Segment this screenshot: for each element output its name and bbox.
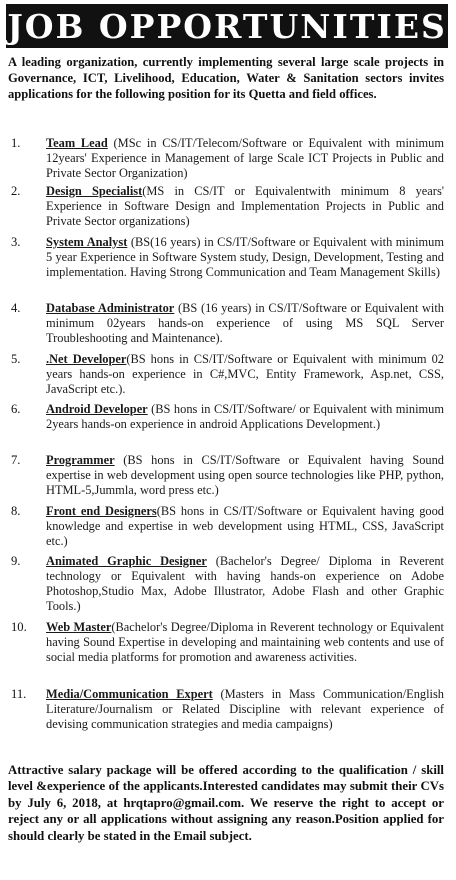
- job-number: 8.: [11, 504, 21, 518]
- job-number: 9.: [11, 554, 21, 568]
- job-text: [46, 687, 444, 732]
- job-number: 2.: [11, 184, 21, 198]
- job-text: [46, 184, 444, 229]
- job-text: [46, 620, 444, 665]
- job-description: (BS hons in CS/IT/Software or Equivalent having good knowledge and expertise in web development using HTML, CSS, JavaScript etc.): [46, 504, 445, 548]
- job-number: 3.: [11, 235, 21, 249]
- intro-paragraph: A leading organization, currently implementing several large scale projects in Governance, ICT, Livelihood, Education, Water & Sanitation sectors invites applications for the following position for its Quetta and field offices.: [8, 55, 444, 101]
- job-number: 5.: [11, 352, 21, 366]
- banner-title: JOB OPPORTUNITIES: [6, 4, 448, 48]
- job-number: 4.: [11, 301, 21, 315]
- job-title: Web Master: [46, 620, 112, 634]
- job-text: [46, 402, 444, 432]
- job-description: (BS hons in CS/IT/Software or Equivalent having Sound expertise in web development using open source technologies like PHP, python, HTML-5,Jummla, word press etc.): [46, 453, 444, 497]
- job-number: 11.: [11, 687, 27, 701]
- job-description: (MSc in CS/IT/Telecom/Software or Equivalent with minimum 12years' Experience in Management of large Scale ICT Projects in Public and Private Sector Organization): [46, 136, 444, 180]
- job-title: System Analyst: [46, 235, 128, 249]
- job-text: [46, 352, 444, 397]
- job-number: 10.: [11, 620, 27, 634]
- job-description: (MS in CS/IT or Equivalentwith minimum 8 years' Experience in Software Design and Implementation Projects in Public and Private Sector organizations): [46, 184, 444, 228]
- job-title: Media/Communication Expert: [46, 687, 213, 701]
- job-text: [46, 235, 444, 280]
- job-description: (Masters in Mass Communication/English Literature/Journalism or Related Discipline with relevant experience of devising communication strategies and media campaigns): [46, 687, 444, 731]
- job-text: [46, 554, 444, 614]
- job-description: (Bachelor's Degree/ Diploma in Reverent technology or Equivalent with having hands-on experience on Adobe Photoshop,Studio Max, Adobe Illustrator, Adobe Flash and other Graphic Tools.): [46, 554, 444, 613]
- job-title: Android Developer: [46, 402, 148, 416]
- job-title: Front end Designers: [46, 504, 157, 518]
- job-title: Programmer: [46, 453, 115, 467]
- job-number: 1.: [11, 136, 21, 150]
- job-number: 6.: [11, 402, 21, 416]
- job-text: [46, 301, 444, 346]
- job-number: 7.: [11, 453, 21, 467]
- job-description: (Bachelor's Degree/Diploma in Reverent technology or Equivalent having Sound Expertise in developing and maintaining web contents and use of social media platforms for promotion and awareness activities.: [46, 620, 444, 664]
- job-title: .Net Developer: [46, 352, 127, 366]
- job-title: Database Administrator: [46, 301, 175, 315]
- job-description: (BS hons in CS/IT/Software/ or Equivalent with minimum 2years hands-on experience in android Applications Development.): [46, 402, 444, 431]
- job-title: Animated Graphic Designer: [46, 554, 207, 568]
- job-text: [46, 504, 444, 549]
- job-title: Design Specialist: [46, 184, 143, 198]
- footer-paragraph: Attractive salary package will be offered according to the qualification / skill level &experience of the applicants.Interested candidates may submit their CVs by July 6, 2018, at hrqtapro@gmail.com. We reserve the right to accept or reject any or all applications without assigning any reason.Position applied for should clearly be stated in the Email subject.: [8, 763, 444, 843]
- job-description: (BS (16 years) in CS/IT/Software or Equivalent with minimum 02years hands-on experience of using MS SQL Server Troubleshooting and Maintenance).: [46, 301, 444, 345]
- job-text: [46, 453, 444, 498]
- job-title: Team Lead: [46, 136, 108, 150]
- job-description: (BS(16 years) in CS/IT/Software or Equivalent with minimum 5 year Experience in Software System study, Design, Development, Testing and implementation. Having Strong Communication and Team Management Skills): [46, 235, 444, 279]
- job-text: [46, 136, 444, 181]
- job-description: (BS hons in CS/IT/Software or Equivalent with minimum 02 years hands-on experience in C#,MVC, Entity Framework, Asp.net, CSS, JavaScript etc.).: [46, 352, 444, 396]
